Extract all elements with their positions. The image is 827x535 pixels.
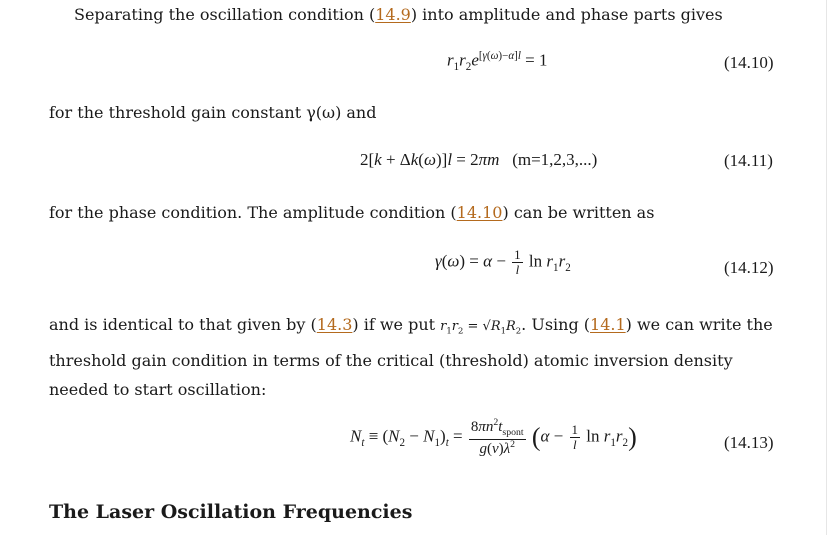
paragraph-text: . Using ( <box>521 315 591 334</box>
equation-critical-inversion: $N_t \equiv (N_2 - N_1)_t$ = $\frac{8\pi n^2t_{spont}}{g(\nu)\lambda^2}$ (α − $\frac{1}{l}$ $\ln r_1r_2$) <box>350 417 637 457</box>
inline-equation-r1r2: $r_1r_2 = √R_1R_2$ <box>440 319 522 336</box>
equation-condition: (m=1,2,3,...) <box>512 150 598 169</box>
paragraph-text: ) we can write the threshold gain condition in terms of the critical (threshold) atomic inversion density needed to start oscillation: <box>49 315 773 399</box>
paragraph-text: for the phase condition. The amplitude condition ( <box>49 203 457 222</box>
equation-number: (14.11) <box>724 151 773 170</box>
fraction: $\frac{1}{l}$ <box>571 421 579 453</box>
fraction: $\frac{1}{l}$ <box>514 247 521 278</box>
equation-ref-link[interactable]: 14.1 <box>590 315 626 334</box>
equation-number: (14.10) <box>724 53 774 72</box>
equation-threshold-gain: γ(ω) = α − $\frac{1}{l}$ $\ln r_1r_2$ <box>435 247 571 278</box>
equation-amplitude: $r_1r_2e^{[\gamma(\omega)-\alpha]l} = 1$ <box>447 50 548 74</box>
equation-number: (14.12) <box>724 258 774 277</box>
fraction: $\frac{8\pi n^2t_{spont}}{g(\nu)\lambda^2}$ <box>470 417 524 457</box>
equation-ref-link[interactable]: 14.3 <box>316 315 353 334</box>
paragraph-text: ) can be written as <box>502 203 655 222</box>
equation-number: (14.13) <box>724 433 774 452</box>
paragraph-text: Separating the oscillation condition ( <box>74 5 376 24</box>
subscript-spont: spont <box>502 427 524 438</box>
paragraph-text: ) if we put <box>352 315 441 334</box>
paragraph-inversion <box>49 310 779 404</box>
paragraph-text: ) into amplitude and phase parts gives <box>410 5 723 24</box>
paragraph-threshold-gain: for the threshold gain constant γ(ω) and <box>49 103 377 122</box>
paragraph-intro <box>74 0 774 29</box>
paragraph-phase-condition <box>49 198 779 227</box>
section-heading: The Laser Oscillation Frequencies <box>49 501 413 523</box>
equation-ref-link[interactable]: 14.10 <box>456 203 503 222</box>
equation-ref-link[interactable]: 14.9 <box>375 5 411 24</box>
paragraph-text: and is identical to that given by ( <box>49 315 317 334</box>
equation-phase: 2[k + Δk(ω)]l = 2πm (m=1,2,3,...) <box>360 150 598 169</box>
